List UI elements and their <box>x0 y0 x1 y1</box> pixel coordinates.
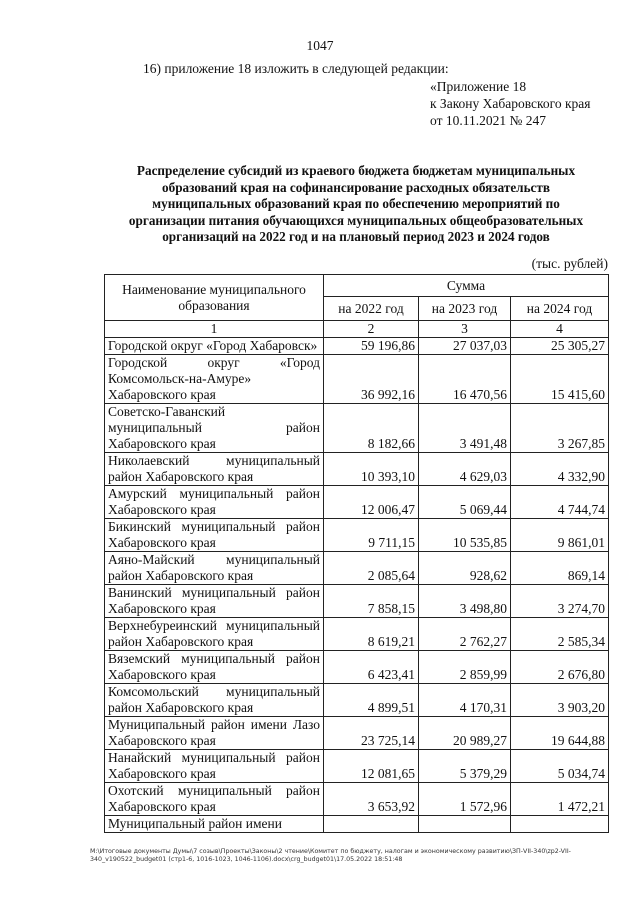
amount-2024-cell: 869,14 <box>511 552 609 585</box>
amount-2024-cell <box>511 816 609 833</box>
appendix-heading-line: от 10.11.2021 № 247 <box>430 113 546 128</box>
amount-2023-cell: 1 572,96 <box>419 783 511 816</box>
amount-2022-cell: 6 423,41 <box>324 651 419 684</box>
municipality-name-cell: Амурский муниципальный район Хабаровского края <box>105 486 324 519</box>
column-number: 4 <box>511 321 609 338</box>
amount-2024-cell: 1 472,21 <box>511 783 609 816</box>
amount-2023-cell: 16 470,56 <box>419 355 511 404</box>
document-title <box>96 163 616 246</box>
header-sum-cell: Сумма <box>324 275 609 297</box>
table-row <box>105 519 609 552</box>
table-row <box>105 585 609 618</box>
table-row <box>105 338 609 355</box>
column-number: 3 <box>419 321 511 338</box>
title-line: муниципальных образований края по обеспечению мероприятий по <box>152 196 560 211</box>
amount-2023-cell: 20 989,27 <box>419 717 511 750</box>
amount-2024-cell: 2 585,34 <box>511 618 609 651</box>
amount-2022-cell: 4 899,51 <box>324 684 419 717</box>
amount-2022-cell: 10 393,10 <box>324 453 419 486</box>
amount-2023-cell: 5 069,44 <box>419 486 511 519</box>
amount-2024-cell: 3 267,85 <box>511 404 609 453</box>
amount-2023-cell: 27 037,03 <box>419 338 511 355</box>
table-row <box>105 684 609 717</box>
amount-2023-cell: 5 379,29 <box>419 750 511 783</box>
amount-2022-cell: 3 653,92 <box>324 783 419 816</box>
municipality-name-cell: Аяно-Майский муниципальный район Хабаровского края <box>105 552 324 585</box>
municipality-name-cell: Городской округ «Город Хабаровск» <box>105 338 324 355</box>
appendix-heading-line: «Приложение 18 <box>430 79 527 94</box>
municipality-name-cell: Николаевский муниципальный район Хабаровского края <box>105 453 324 486</box>
table-row <box>105 783 609 816</box>
municipality-name-cell: Муниципальный район имени Лазо Хабаровского края <box>105 717 324 750</box>
amount-2022-cell: 12 081,65 <box>324 750 419 783</box>
amount-2022-cell <box>324 816 419 833</box>
amount-2024-cell: 2 676,80 <box>511 651 609 684</box>
page-number: 1047 <box>306 38 334 53</box>
amount-2022-cell: 8 182,66 <box>324 404 419 453</box>
title-line: Распределение субсидий из краевого бюджета бюджетам муниципальных <box>136 163 576 178</box>
table-row <box>105 404 609 453</box>
table-row <box>105 355 609 404</box>
column-number: 1 <box>105 321 324 338</box>
title-line: образований края на софинансирование расходных обязательств <box>162 179 550 195</box>
header-name-cell: Наименование муниципального образования <box>105 275 324 321</box>
amount-2024-cell: 15 415,60 <box>511 355 609 404</box>
amount-2022-cell: 7 858,15 <box>324 585 419 618</box>
table-body <box>105 275 609 833</box>
amount-2022-cell: 36 992,16 <box>324 355 419 404</box>
municipality-name-cell: Муниципальный район имени <box>105 816 324 833</box>
title-line: организации питания обучающихся муниципальных общеобразовательных <box>128 212 584 228</box>
title-line: организаций на 2022 год и на плановый период 2023 и 2024 годов <box>162 229 550 244</box>
municipality-name-cell: Бикинский муниципальный район Хабаровского края <box>105 519 324 552</box>
table-row <box>105 486 609 519</box>
table-row <box>105 717 609 750</box>
amount-2022-cell: 23 725,14 <box>324 717 419 750</box>
table-row <box>105 618 609 651</box>
header-year-2024: на 2024 год <box>511 297 609 321</box>
municipality-name-cell: Нанайский муниципальный район Хабаровского края <box>105 750 324 783</box>
subsidy-table <box>104 274 609 833</box>
amount-2023-cell <box>419 816 511 833</box>
amount-2023-cell: 4 629,03 <box>419 453 511 486</box>
amount-2024-cell: 25 305,27 <box>511 338 609 355</box>
municipality-name-cell: Городской округ «Город Комсомольск-на-Амуре» Хабаровского края <box>105 355 324 404</box>
amount-2022-cell: 2 085,64 <box>324 552 419 585</box>
amount-2023-cell: 2 859,99 <box>419 651 511 684</box>
municipality-name-cell: Советско-Гаванский муниципальный район Хабаровского края <box>105 404 324 453</box>
column-number-row <box>105 321 609 338</box>
amendment-intro: 16) приложение 18 изложить в следующей редакции: <box>143 61 449 76</box>
table-header-row <box>105 275 609 297</box>
table-row <box>105 552 609 585</box>
header-year-2022: на 2022 год <box>324 297 419 321</box>
column-number: 2 <box>324 321 419 338</box>
amount-2023-cell: 928,62 <box>419 552 511 585</box>
amount-2024-cell: 19 644,88 <box>511 717 609 750</box>
table-row <box>105 816 609 833</box>
amount-2023-cell: 3 491,48 <box>419 404 511 453</box>
municipality-name-cell: Охотский муниципальный район Хабаровского края <box>105 783 324 816</box>
amount-2022-cell: 12 006,47 <box>324 486 419 519</box>
appendix-heading-line: к Закону Хабаровского края <box>430 96 591 111</box>
table-row <box>105 750 609 783</box>
amount-2024-cell: 4 744,74 <box>511 486 609 519</box>
municipality-name-cell: Верхнебуреинский муниципальный район Хабаровского края <box>105 618 324 651</box>
footer-file-path: M:\Итоговые документы Думы\7 созыв\Проекты\Законы\2 чтение\Комитет по бюджету, налогам и экономическому развитию\ЗП-VII-340\zp2-VII-340_v190522_budget01 (стр1-6, 1016-1023, 1046-1106).docx\crg_budget01\17.05.2022 18:51:48 <box>90 848 571 863</box>
units-label: (тыс. рублей) <box>531 256 608 271</box>
amount-2022-cell: 8 619,21 <box>324 618 419 651</box>
amount-2024-cell: 3 903,20 <box>511 684 609 717</box>
amount-2023-cell: 3 498,80 <box>419 585 511 618</box>
municipality-name-cell: Ванинский муниципальный район Хабаровского края <box>105 585 324 618</box>
table-row <box>105 453 609 486</box>
table-row <box>105 651 609 684</box>
amount-2024-cell: 4 332,90 <box>511 453 609 486</box>
amount-2024-cell: 5 034,74 <box>511 750 609 783</box>
amount-2023-cell: 2 762,27 <box>419 618 511 651</box>
municipality-name-cell: Вяземский муниципальный район Хабаровского края <box>105 651 324 684</box>
amount-2023-cell: 10 535,85 <box>419 519 511 552</box>
amount-2023-cell: 4 170,31 <box>419 684 511 717</box>
amount-2022-cell: 59 196,86 <box>324 338 419 355</box>
amount-2024-cell: 3 274,70 <box>511 585 609 618</box>
municipality-name-cell: Комсомольский муниципальный район Хабаровского края <box>105 684 324 717</box>
amount-2022-cell: 9 711,15 <box>324 519 419 552</box>
amount-2024-cell: 9 861,01 <box>511 519 609 552</box>
header-year-2023: на 2023 год <box>419 297 511 321</box>
